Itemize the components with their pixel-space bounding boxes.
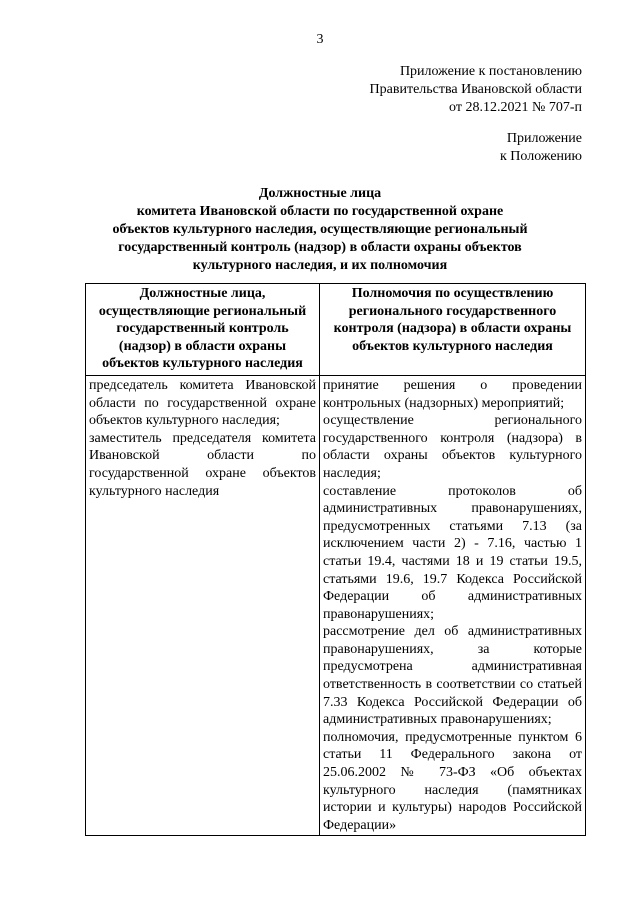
appendix-line: Правительства Ивановской области (369, 82, 582, 97)
appendix-line: Приложение к постановлению (399, 64, 582, 79)
table-row (86, 375, 586, 835)
appendix-regulation-header (500, 130, 582, 166)
appendix-resolution-header (370, 63, 582, 117)
official-item: заместитель председателя комитета Ивановской области по государственной охране объектов культурного наследия (89, 430, 316, 499)
power-item: составление протоколов об административных правонарушениях, предусмотренных статьями 7.13 (за исключением части 2) - 7.16, частью 1 статьи 19.4, частями 18 и 19 статьи 19.5, статьями 19.6, 19.7 Кодекса Российской Федерации об административных правонарушениях; (323, 483, 582, 622)
power-item: принятие решения о проведении контрольных (надзорных) мероприятий; (323, 377, 582, 411)
power-item: полномочия, предусмотренные пунктом 6 статьи 11 Федерального закона от 25.06.2002 № 73-ФЗ «Об объектах культурного наследия (памятниках истории и культуры) народов Российской Федерации» (323, 729, 582, 833)
officials-column-header: Должностные лица, осуществляющие региональный государственный контроль (надзор) в области охраны объектов культурного наследия (86, 284, 320, 376)
document-title (80, 185, 560, 275)
title-line: государственный контроль (надзор) в области охраны объектов (118, 240, 522, 255)
title-line: комитета Ивановской области по государственной охране (136, 204, 504, 219)
title-line: культурного наследия, и их полномочия (192, 258, 448, 273)
appendix-line: к Положению (499, 149, 582, 164)
powers-column-header: Полномочия по осуществлению регионального государственного контроля (надзора) в области охраны объектов культурного наследия (320, 284, 586, 376)
power-item: осуществление регионального государственного контроля (надзора) в области охраны объектов культурного наследия; (323, 413, 582, 481)
title-line: объектов культурного наследия, осуществляющие региональный (112, 222, 528, 237)
table-header-row (86, 284, 586, 376)
powers-table (85, 283, 586, 836)
powers-cell (320, 375, 586, 835)
page-number: 3 (316, 32, 324, 47)
power-item: рассмотрение дел об административных правонарушениях, за которые предусмотрена административная ответственность в соответствии со статьей 7.33 Кодекса Российской Федерации об административных правонарушениях; (323, 624, 582, 728)
official-item: председатель комитета Ивановской области по государственной охране объектов культурного наследия; (89, 377, 316, 429)
title-line: Должностные лица (258, 186, 382, 201)
appendix-line: Приложение (506, 131, 582, 146)
appendix-line: от 28.12.2021 № 707-п (449, 100, 582, 115)
officials-cell (86, 375, 320, 835)
